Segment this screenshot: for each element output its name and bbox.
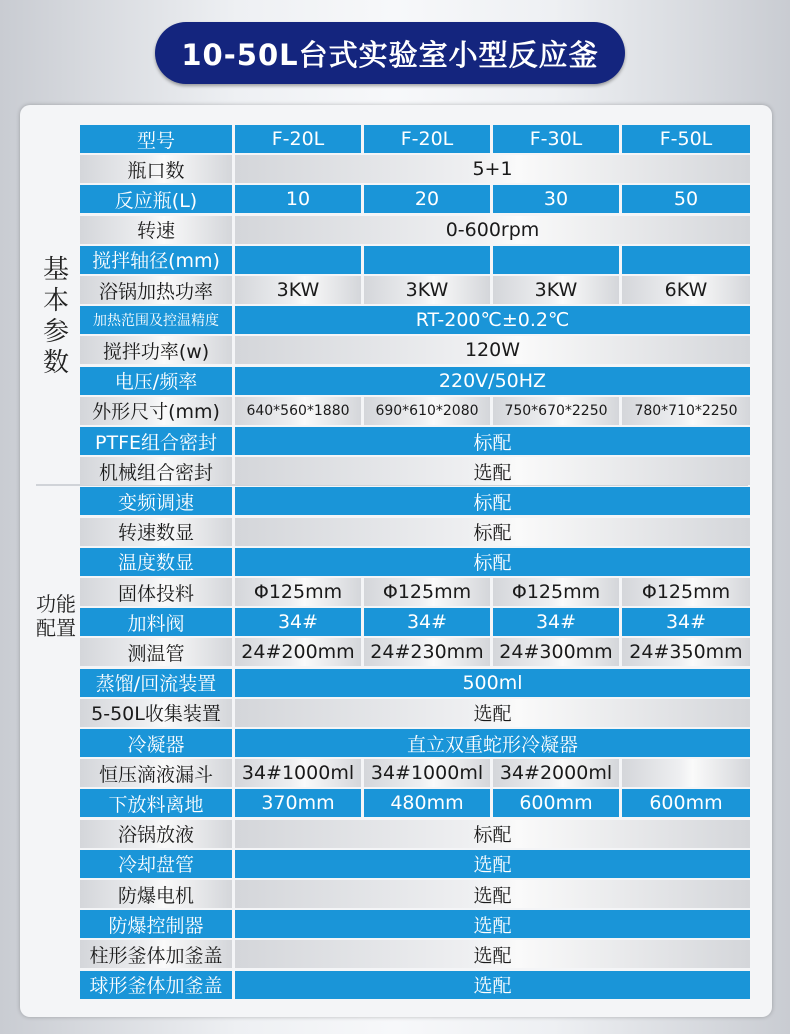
row-value: 0-600rpm — [235, 216, 750, 244]
table-row — [80, 155, 750, 183]
row-value: 120W — [235, 336, 750, 364]
row-value: RT-200℃±0.2℃ — [235, 306, 750, 334]
table-row — [80, 789, 750, 817]
section-label-function: 功能配置 — [36, 592, 76, 640]
row-label: 浴锅放液 — [80, 820, 232, 848]
table-row — [80, 880, 750, 908]
table-row — [80, 518, 750, 546]
table-row — [80, 276, 750, 304]
table-row — [80, 759, 750, 787]
row-value: 24#200mm — [235, 638, 361, 666]
row-value: 780*710*2250 — [622, 397, 750, 425]
row-value: 34# — [622, 608, 750, 636]
table-row — [80, 246, 750, 274]
row-value: 34#1000ml — [364, 759, 490, 787]
row-label: 反应瓶(L) — [80, 185, 232, 213]
row-value: Φ125mm — [364, 578, 490, 606]
page-title: 10-50L台式实验室小型反应釜 — [155, 22, 625, 84]
row-value: 750*670*2250 — [493, 397, 619, 425]
row-value: F-20L — [235, 125, 361, 153]
row-label: 搅拌功率(w) — [80, 336, 232, 364]
row-label: 防爆电机 — [80, 880, 232, 908]
row-value — [622, 246, 750, 274]
row-value: 标配 — [235, 518, 750, 546]
row-value: 34#2000ml — [493, 759, 619, 787]
row-value: 选配 — [235, 940, 750, 968]
row-value: 600mm — [622, 789, 750, 817]
table-row — [80, 578, 750, 606]
row-value: 3KW — [364, 276, 490, 304]
table-row — [80, 185, 750, 213]
row-value: 34# — [235, 608, 361, 636]
row-label: 冷却盘管 — [80, 850, 232, 878]
row-value: 24#300mm — [493, 638, 619, 666]
row-value: F-30L — [493, 125, 619, 153]
row-value: 34#1000ml — [235, 759, 361, 787]
table-row — [80, 608, 750, 636]
row-value — [364, 246, 490, 274]
row-label: PTFE组合密封 — [80, 427, 232, 455]
row-label: 型号 — [80, 125, 232, 153]
row-value: 选配 — [235, 910, 750, 938]
row-label: 固体投料 — [80, 578, 232, 606]
row-value: Φ125mm — [235, 578, 361, 606]
table-row — [80, 910, 750, 938]
table-row — [80, 367, 750, 395]
row-value: 600mm — [493, 789, 619, 817]
table-row — [80, 820, 750, 848]
row-label: 电压/频率 — [80, 367, 232, 395]
table-row — [80, 971, 750, 999]
row-value: 选配 — [235, 971, 750, 999]
row-value — [622, 759, 750, 787]
table-row — [80, 850, 750, 878]
row-value — [235, 246, 361, 274]
row-value: 480mm — [364, 789, 490, 817]
row-label: 防爆控制器 — [80, 910, 232, 938]
row-value: F-50L — [622, 125, 750, 153]
row-value: 3KW — [235, 276, 361, 304]
row-label: 柱形釜体加釜盖 — [80, 940, 232, 968]
row-value: 30 — [493, 185, 619, 213]
row-value: 选配 — [235, 457, 750, 485]
row-value: F-20L — [364, 125, 490, 153]
row-label: 转速 — [80, 216, 232, 244]
row-value: 370mm — [235, 789, 361, 817]
row-value: 34# — [364, 608, 490, 636]
row-value: 标配 — [235, 487, 750, 515]
row-value: Φ125mm — [622, 578, 750, 606]
row-label: 温度数显 — [80, 548, 232, 576]
row-value: Φ125mm — [493, 578, 619, 606]
row-value: 选配 — [235, 880, 750, 908]
row-value: 690*610*2080 — [364, 397, 490, 425]
row-label: 球形釜体加釜盖 — [80, 971, 232, 999]
row-label: 变频调速 — [80, 487, 232, 515]
row-value: 640*560*1880 — [235, 397, 361, 425]
table-row — [80, 699, 750, 727]
row-label: 外形尺寸(mm) — [80, 397, 232, 425]
table-row — [80, 336, 750, 364]
row-value: 标配 — [235, 820, 750, 848]
row-value: 24#230mm — [364, 638, 490, 666]
table-row — [80, 638, 750, 666]
row-label: 机械组合密封 — [80, 457, 232, 485]
row-value: 6KW — [622, 276, 750, 304]
row-value: 5+1 — [235, 155, 750, 183]
row-value: 选配 — [235, 699, 750, 727]
row-value: 10 — [235, 185, 361, 213]
section-label-basic: 基本参数 — [42, 255, 69, 378]
row-label: 搅拌轴径(mm) — [80, 246, 232, 274]
row-value: 3KW — [493, 276, 619, 304]
row-value: 标配 — [235, 548, 750, 576]
row-label: 加料阀 — [80, 608, 232, 636]
table-row — [80, 457, 750, 485]
row-value: 标配 — [235, 427, 750, 455]
row-label: 5-50L收集装置 — [80, 699, 232, 727]
row-value: 500ml — [235, 669, 750, 697]
row-value: 50 — [622, 185, 750, 213]
row-label: 转速数显 — [80, 518, 232, 546]
row-value: 34# — [493, 608, 619, 636]
row-label: 瓶口数 — [80, 155, 232, 183]
row-label: 蒸馏/回流装置 — [80, 669, 232, 697]
table-row — [80, 729, 750, 757]
table-row — [80, 397, 750, 425]
row-label: 冷凝器 — [80, 729, 232, 757]
row-value: 直立双重蛇形冷凝器 — [235, 729, 750, 757]
table-row — [80, 427, 750, 455]
row-value — [493, 246, 619, 274]
table-row — [80, 306, 750, 334]
row-label: 测温管 — [80, 638, 232, 666]
table-row — [80, 487, 750, 515]
table-row — [80, 940, 750, 968]
row-label: 恒压滴液漏斗 — [80, 759, 232, 787]
row-value: 220V/50HZ — [235, 367, 750, 395]
row-value: 24#350mm — [622, 638, 750, 666]
table-row — [80, 548, 750, 576]
row-value: 20 — [364, 185, 490, 213]
row-label: 下放料离地 — [80, 789, 232, 817]
table-row — [80, 216, 750, 244]
row-label: 浴锅加热功率 — [80, 276, 232, 304]
table-row — [80, 669, 750, 697]
row-value: 选配 — [235, 850, 750, 878]
table-row — [80, 125, 750, 153]
row-label: 加热范围及控温精度 — [80, 306, 232, 334]
